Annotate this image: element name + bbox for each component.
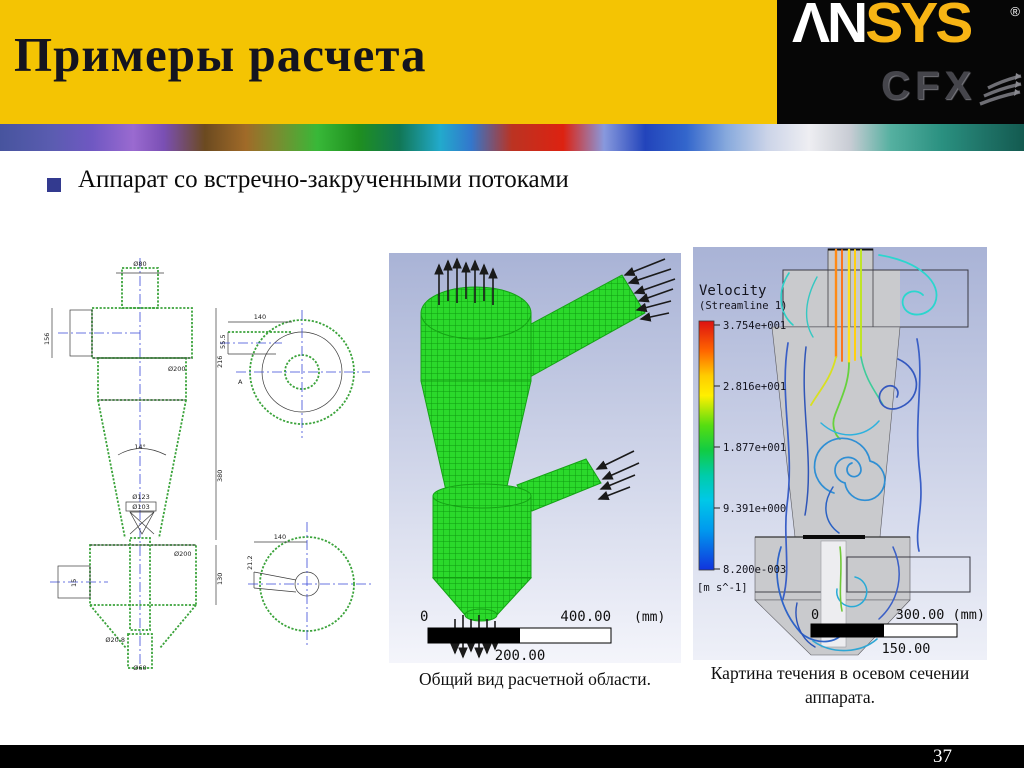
ruler-zero: 0 <box>811 607 820 623</box>
ruler-zero: 0 <box>420 609 429 625</box>
streamline-svg <box>693 247 987 660</box>
dim-label: 216 <box>216 355 224 368</box>
legend-title: Velocity <box>699 283 767 299</box>
cfd-montage-strip <box>0 124 1024 151</box>
section-label-a: A <box>238 378 243 386</box>
dim-label: Ø60 <box>133 664 147 672</box>
dim-label: Ø123 <box>132 493 150 501</box>
cfx-wordmark: CFX <box>881 64 976 108</box>
registered-mark: ® <box>1010 4 1020 19</box>
ruler-mid: 150.00 <box>881 641 931 657</box>
legend-value: 8.200e-003 <box>723 564 787 576</box>
page-number: 37 <box>933 746 952 767</box>
dim-label: Ø103 <box>132 503 150 511</box>
dim-label: 140 <box>273 533 287 541</box>
dim-label: 21.2 <box>246 555 254 570</box>
slide-title: Примеры расчета <box>14 27 427 82</box>
stream-caption-line2: аппарата. <box>804 686 876 707</box>
legend-value: 9.391e+000 <box>723 503 787 515</box>
ansys-wordmark <box>792 0 970 56</box>
ruler-unit: (mm) <box>634 610 666 625</box>
mesh-caption: Общий вид расчетной области. <box>419 669 651 689</box>
figure-technical-drawing <box>30 250 382 672</box>
ruler-mid: 200.00 <box>494 648 546 663</box>
figure-streamlines <box>693 247 987 660</box>
ruler-max: 400.00 <box>560 609 611 625</box>
legend-unit: [m s^-1] <box>697 582 748 594</box>
stream-caption-line1: Картина течения в осевом сечении <box>710 663 970 683</box>
mesh-svg <box>389 253 681 663</box>
bullet-text: Аппарат со встречно-закрученными потоками <box>78 166 569 193</box>
dim-label: Ø200 <box>168 365 186 373</box>
figure-mesh-view <box>389 253 681 663</box>
dim-label: 14° <box>134 443 146 451</box>
dim-label: Ø20.8 <box>105 636 125 644</box>
footer-bar <box>0 745 1024 768</box>
dim-label: 156 <box>43 332 51 345</box>
cyclone-drawing-svg <box>30 250 382 672</box>
legend-value: 1.877e+001 <box>723 442 787 454</box>
dim-label: 140 <box>253 313 267 321</box>
dim-label: 55.5 <box>219 334 227 349</box>
cfx-swoosh-icon <box>976 68 1024 110</box>
stream-caption <box>693 662 987 709</box>
dim-label: Ø200 <box>174 550 192 558</box>
legend-colorbar <box>699 321 714 570</box>
legend-value: 2.816e+001 <box>723 381 787 393</box>
legend-subtitle: (Streamline 1) <box>699 300 788 312</box>
legend-value: 3.754e+001 <box>723 320 787 332</box>
dim-label: 15 <box>70 578 78 587</box>
ansys-an: ΛN <box>792 0 866 55</box>
dim-label: 130 <box>216 572 224 585</box>
ruler-max: 300.00 (mm) <box>895 607 985 623</box>
ansys-sys: SYS <box>865 0 971 55</box>
bullet-square-icon <box>47 178 61 192</box>
ansys-logo <box>777 0 1024 124</box>
dim-label: Ø80 <box>133 260 147 268</box>
dim-label: 380 <box>216 469 224 482</box>
